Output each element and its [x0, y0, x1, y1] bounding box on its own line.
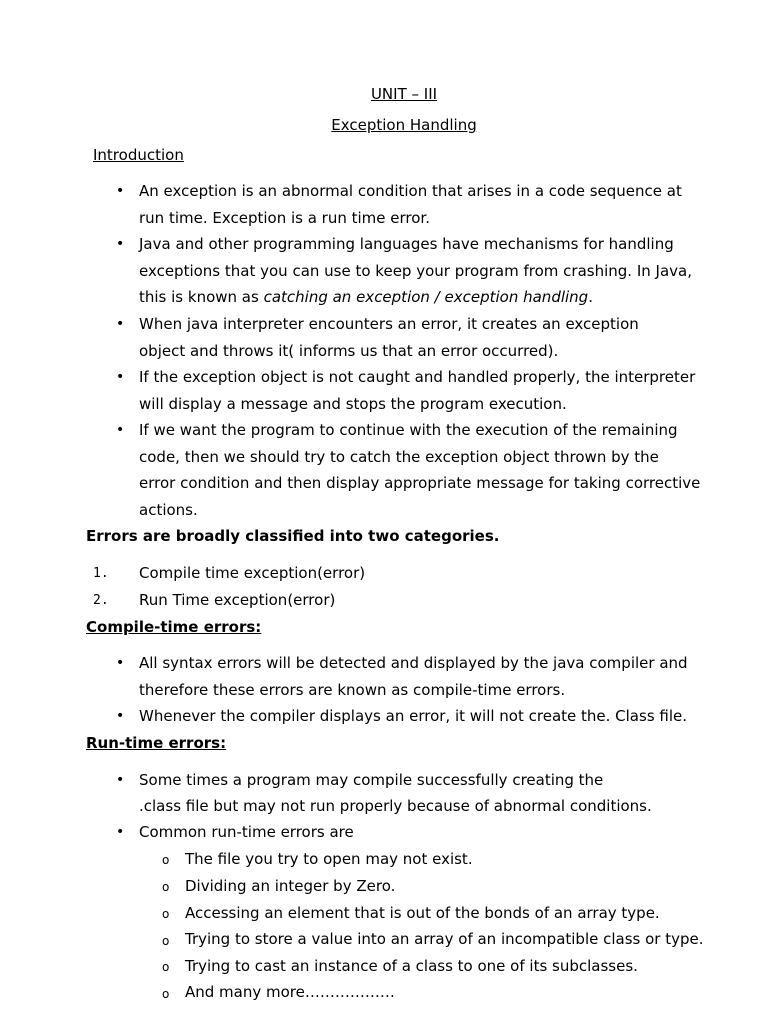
bullet-marker: • — [116, 183, 125, 199]
runtime-bullet-2-line-1: Common run-time errors are — [139, 823, 354, 841]
intro-heading: Introduction — [93, 146, 184, 164]
unit-heading: UNIT – III — [370, 85, 438, 103]
bullet-marker: • — [116, 772, 125, 788]
runtime-heading: Run-time errors: — [86, 734, 227, 752]
circle-marker: o — [162, 880, 170, 894]
circle-marker: o — [162, 853, 170, 867]
intro-bullet-3-line-2: object and throws it( informs us that an error occurred). — [139, 342, 559, 360]
categories-heading: Errors are broadly classified into two categories. — [86, 527, 500, 545]
runtime-sub-item-6: And many more……………… — [185, 983, 395, 1001]
intro-bullet-1-line-1: An exception is an abnormal condition that arises in a code sequence at — [139, 182, 682, 200]
category-number: 1. — [93, 566, 109, 581]
category-number: 2. — [93, 593, 109, 608]
compile-bullet-2-line-1: Whenever the compiler displays an error, it will not create the. Class file. — [139, 707, 688, 725]
bullet-marker: • — [116, 422, 125, 438]
circle-marker: o — [162, 907, 170, 921]
bullet-marker: • — [116, 655, 125, 671]
intro-bullet-2-line-1: Java and other programming languages have mechanisms for handling — [139, 235, 674, 253]
intro-bullet-5-line-2: code, then we should try to catch the exception object thrown by the — [139, 448, 659, 466]
runtime-sub-item-5: Trying to cast an instance of a class to one of its subclasses. — [185, 957, 638, 975]
runtime-bullet-1-line-1: Some times a program may compile successfully creating the — [139, 771, 604, 789]
intro-bullet-5-line-1: If we want the program to continue with the execution of the remaining — [139, 421, 678, 439]
category-item-2: Run Time exception(error) — [139, 591, 336, 609]
intro-bullet-5-line-4: actions. — [139, 501, 198, 519]
runtime-bullet-1-line-2: .class file but may not run properly because of abnormal conditions. — [139, 797, 652, 815]
bullet-marker: • — [116, 369, 125, 385]
category-item-1: Compile time exception(error) — [139, 564, 366, 582]
runtime-sub-item-2: Dividing an integer by Zero. — [185, 877, 396, 895]
bullet-marker: • — [116, 824, 125, 840]
intro-bullet-4-line-2: will display a message and stops the program execution. — [139, 395, 567, 413]
compile-bullet-1-line-1: All syntax errors will be detected and displayed by the java compiler and — [139, 654, 688, 672]
intro-bullet-2-line-2: exceptions that you can use to keep your program from crashing. In Java, — [139, 262, 692, 280]
intro-bullet-1-line-2: run time. Exception is a run time error. — [139, 209, 430, 227]
intro-bullet-2-line-3 — [139, 288, 593, 306]
bullet-marker: • — [116, 236, 125, 252]
bullet-marker: • — [116, 316, 125, 332]
compile-bullet-1-line-2: therefore these errors are known as compile-time errors. — [139, 681, 566, 699]
runtime-sub-item-3: Accessing an element that is out of the bonds of an array type. — [185, 904, 660, 922]
circle-marker: o — [162, 934, 170, 948]
circle-marker: o — [162, 960, 170, 974]
intro-bullet-2-tail: . — [588, 288, 593, 306]
circle-marker: o — [162, 987, 170, 1001]
intro-bullet-2-emphasis: catching an exception / exception handling — [263, 288, 589, 306]
compile-heading: Compile-time errors: — [86, 618, 262, 636]
runtime-sub-item-4: Trying to store a value into an array of an incompatible class or type. — [185, 930, 704, 948]
bullet-marker: • — [116, 708, 125, 724]
intro-bullet-3-line-1: When java interpreter encounters an error, it creates an exception — [139, 315, 639, 333]
page-title: Exception Handling — [331, 116, 477, 134]
intro-bullet-4-line-1: If the exception object is not caught and handled properly, the interpreter — [139, 368, 696, 386]
runtime-sub-item-1: The file you try to open may not exist. — [185, 850, 473, 868]
intro-bullet-5-line-3: error condition and then display appropriate message for taking corrective — [139, 474, 701, 492]
intro-bullet-2-lead: this is known as — [139, 288, 264, 306]
